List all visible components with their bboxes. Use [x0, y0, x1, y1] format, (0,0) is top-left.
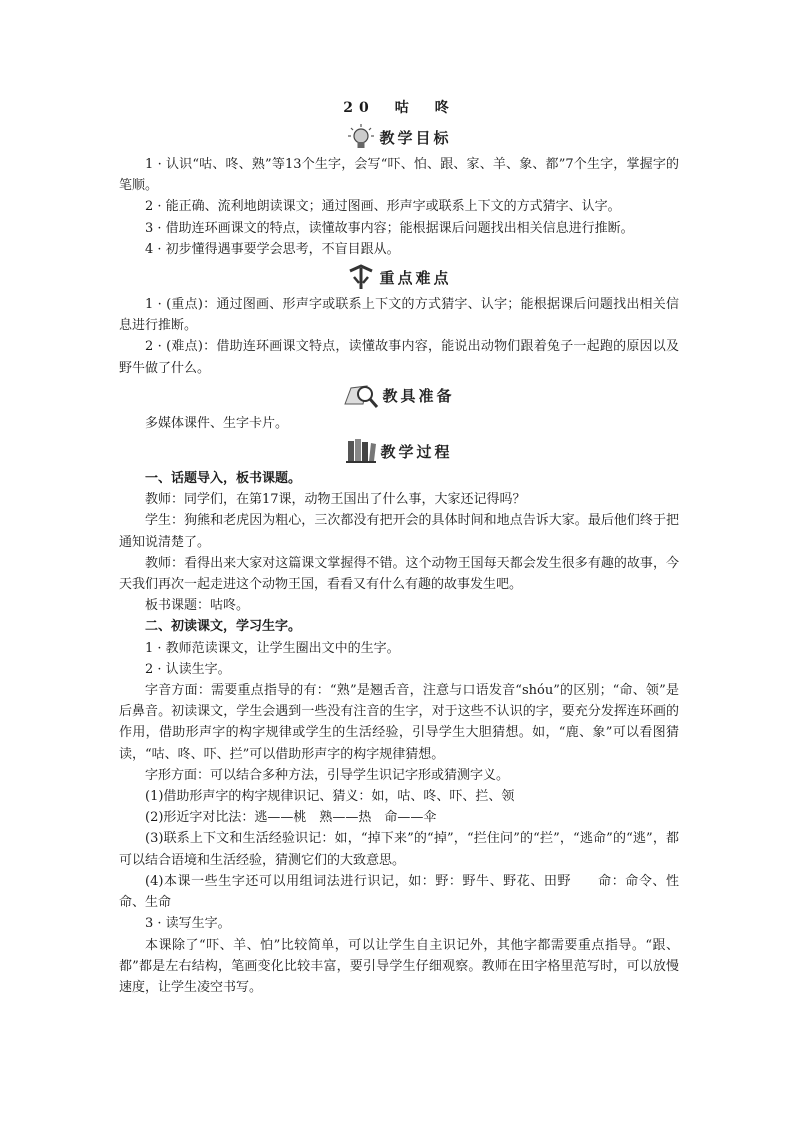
paragraph: 二、初读课文，学习生字。 [145, 619, 302, 635]
paragraph: 2 · 能正确、流利地朗读课文；通过图画、形声字或联系上下文的方式猜字、认字。 [145, 199, 621, 215]
section-heading-key-points [119, 262, 679, 292]
paragraph: 字音方面：需要重点指导的有：“熟”是翘舌音，注意与口语发音“shóu”的区别；“命、领”是后鼻音。初读课文，学生会遇到一些没有注音的生字，对于这些不认识的字，要充分发挥连环画的作用，借助形声字的构字规律或学生的生活经验，引导学生大胆猜想。如，“鹿、象”可以看图猜读，“咕、咚、吓、拦”可以借助形声字的构字规律猜想。 [119, 683, 679, 762]
paragraph: 2 · (难点)：借助连环画课文特点，读懂故事内容，能说出动物们跟着兔子一起跑的原因以及野牛做了什么。 [119, 339, 679, 376]
paragraph: 1 · 认识“咕、咚、熟”等13个生字，会写“吓、怕、跟、家、羊、象、都”7个生字，掌握字的笔顺。 [119, 157, 679, 194]
paragraph: 字形方面：可以结合多种方法，引导学生识记字形或猜测字义。 [145, 767, 510, 783]
paragraph: 教师：看得出来大家对这篇课文掌握得不错。这个动物王国每天都会发生很多有趣的故事，今天我们再次一起走进这个动物王国，看看又有什么有趣的故事发生吧。 [119, 555, 679, 593]
section-heading-materials [119, 381, 679, 411]
paragraph: 本课除了“吓、羊、怕”比较简单，可以让学生自主识记外，其他字都需要重点指导。“跟、都”都是左右结构，笔画变化比较丰富，要引导学生仔细观察。教师在田字格里范写时，可以放慢速度，让学生凌空书写。 [119, 937, 679, 995]
paragraph: (4)本课一些生字还可以用组词法进行识记，如：野：野牛、野花、田野 命：命令、性命、生命 [119, 873, 679, 911]
paragraph: 3 · 读写生字。 [145, 916, 231, 932]
document-page [119, 96, 679, 998]
section-heading-text: 教学过程 [380, 442, 453, 461]
section-heading-text: 教具准备 [382, 387, 455, 406]
paragraph: 2 · 认读生字。 [145, 661, 231, 677]
section-heading-objectives [119, 122, 679, 152]
key-points-icon [346, 263, 376, 291]
section-heading-process [119, 436, 679, 466]
paragraph: 4 · 初步懂得遇事要学会思考，不盲目跟从。 [145, 241, 400, 257]
lightbulb-icon [346, 123, 376, 151]
page-title: 20 咕 咚 [343, 100, 455, 116]
paragraph: 1 · 教师范读课文，让学生圈出文中的生字。 [145, 640, 400, 656]
paragraph: (3)联系上下文和生活经验识记：如，“掉下来”的“掉”，“拦住问”的“拦”，“逃命”的“逃”，都可以结合语境和生活经验，猜测它们的大致意思。 [119, 831, 679, 868]
paragraph: 多媒体课件、生字卡片。 [145, 415, 289, 431]
paragraph: 板书课题：咕咚。 [145, 598, 250, 614]
section-heading-text: 教学目标 [379, 128, 452, 147]
magnifier-icon [343, 382, 379, 410]
paragraph: 1 · (重点)：通过图画、形声字或联系上下文的方式猜字、认字；能根据课后问题找出相关信息进行推断。 [119, 297, 679, 334]
paragraph: 学生：狗熊和老虎因为粗心，三次都没有把开会的具体时间和地点告诉大家。最后他们终于把通知说清楚了。 [119, 513, 679, 550]
paragraph: 3 · 借助连环画课文的特点，读懂故事内容；能根据课后问题找出相关信息进行推断。 [145, 220, 634, 236]
paragraph: (1)借助形声字的构字规律识记、猜义：如，咕、咚、吓、拦、领 [145, 789, 515, 805]
section-heading-text: 重点难点 [379, 268, 452, 287]
paragraph: 一、话题导入，板书课题。 [145, 471, 302, 487]
paragraph: 教师：同学们，在第17课，动物王国出了什么事，大家还记得吗？ [145, 492, 526, 508]
paragraph: (2)形近字对比法：逃——桃 熟——热 命——伞 [145, 810, 437, 826]
books-icon [345, 437, 377, 465]
